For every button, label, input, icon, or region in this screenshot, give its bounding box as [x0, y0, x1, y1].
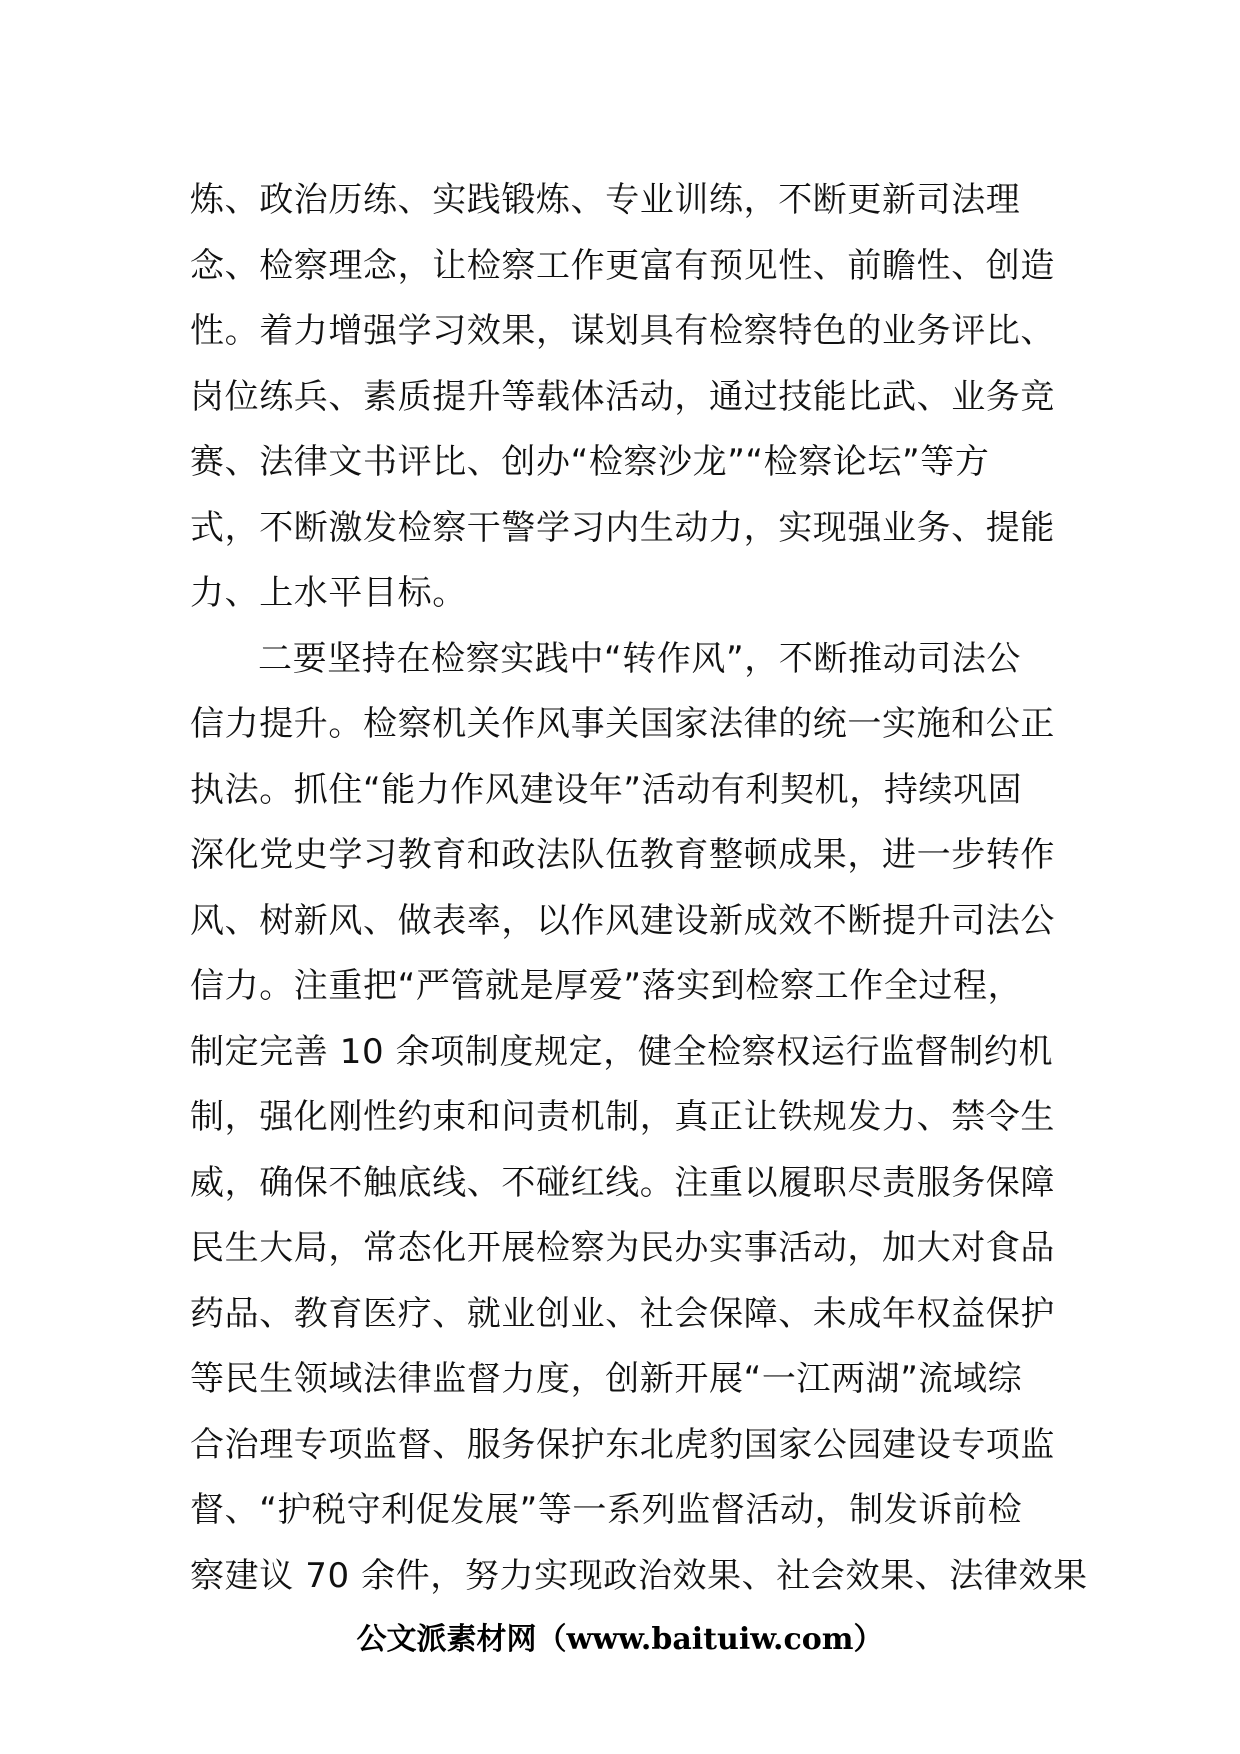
text-line: 力、上水平目标。	[190, 573, 467, 613]
text-line: 式，不断激发检察干警学习内生动力，实现强业务、提能	[190, 507, 1055, 548]
text-line: 风、树新风、做表率，以作风建设新成效不断提升司法公	[190, 900, 1055, 941]
text-line: 执法。抓住“能力作风建设年”活动有利契机，持续巩固	[190, 769, 1023, 810]
footer-watermark: 公文派素材网（www.baituiw.com）	[356, 1622, 884, 1657]
text-line: 药品、教育医疗、就业创业、社会保障、未成年权益保护	[190, 1293, 1055, 1334]
text-line: 察建议 70 余件，努力实现政治效果、社会效果、法律效果	[190, 1555, 1088, 1596]
text-line: 民生大局，常态化开展检察为民办实事活动，加大对食品	[190, 1228, 1055, 1268]
text-line: 信力。注重把“严管就是厚爱”落实到检察工作全过程，	[190, 966, 1023, 1006]
text-line: 等民生领域法律监督力度，创新开展“一江两湖”流域综	[190, 1359, 1023, 1399]
text-line: 念、检察理念，让检察工作更富有预见性、前瞻性、创造	[190, 245, 1055, 286]
text-line: 赛、法律文书评比、创办“检察沙龙”“检察论坛”等方	[190, 442, 990, 482]
text-line: 二要坚持在检察实践中“转作风”，不断推动司法公	[258, 638, 1022, 679]
text-line: 督、“护税守利促发展”等一系列监督活动，制发诉前检	[190, 1490, 1023, 1530]
text-line: 制，强化刚性约束和问责机制，真正让铁规发力、禁令生	[190, 1097, 1055, 1137]
text-line: 岗位练兵、素质提升等载体活动，通过技能比武、业务竞	[190, 376, 1055, 417]
text-line: 威，确保不触底线、不碰红线。注重以履职尽责服务保障	[190, 1162, 1055, 1203]
document-body	[190, 168, 1088, 1609]
text-line: 深化党史学习教育和政法队伍教育整顿成果，进一步转作	[190, 835, 1055, 875]
text-line: 炼、政治历练、实践锻炼、专业训练，不断更新司法理	[190, 180, 1021, 220]
text-line: 合治理专项监督、服务保护东北虎豹国家公园建设专项监	[190, 1424, 1055, 1465]
text-line: 信力提升。检察机关作风事关国家法律的统一实施和公正	[190, 704, 1055, 744]
text-line: 性。着力增强学习效果，谋划具有检察特色的业务评比、	[190, 311, 1055, 351]
text-line: 制定完善 10 余项制度规定，健全检察权运行监督制约机	[190, 1031, 1054, 1072]
